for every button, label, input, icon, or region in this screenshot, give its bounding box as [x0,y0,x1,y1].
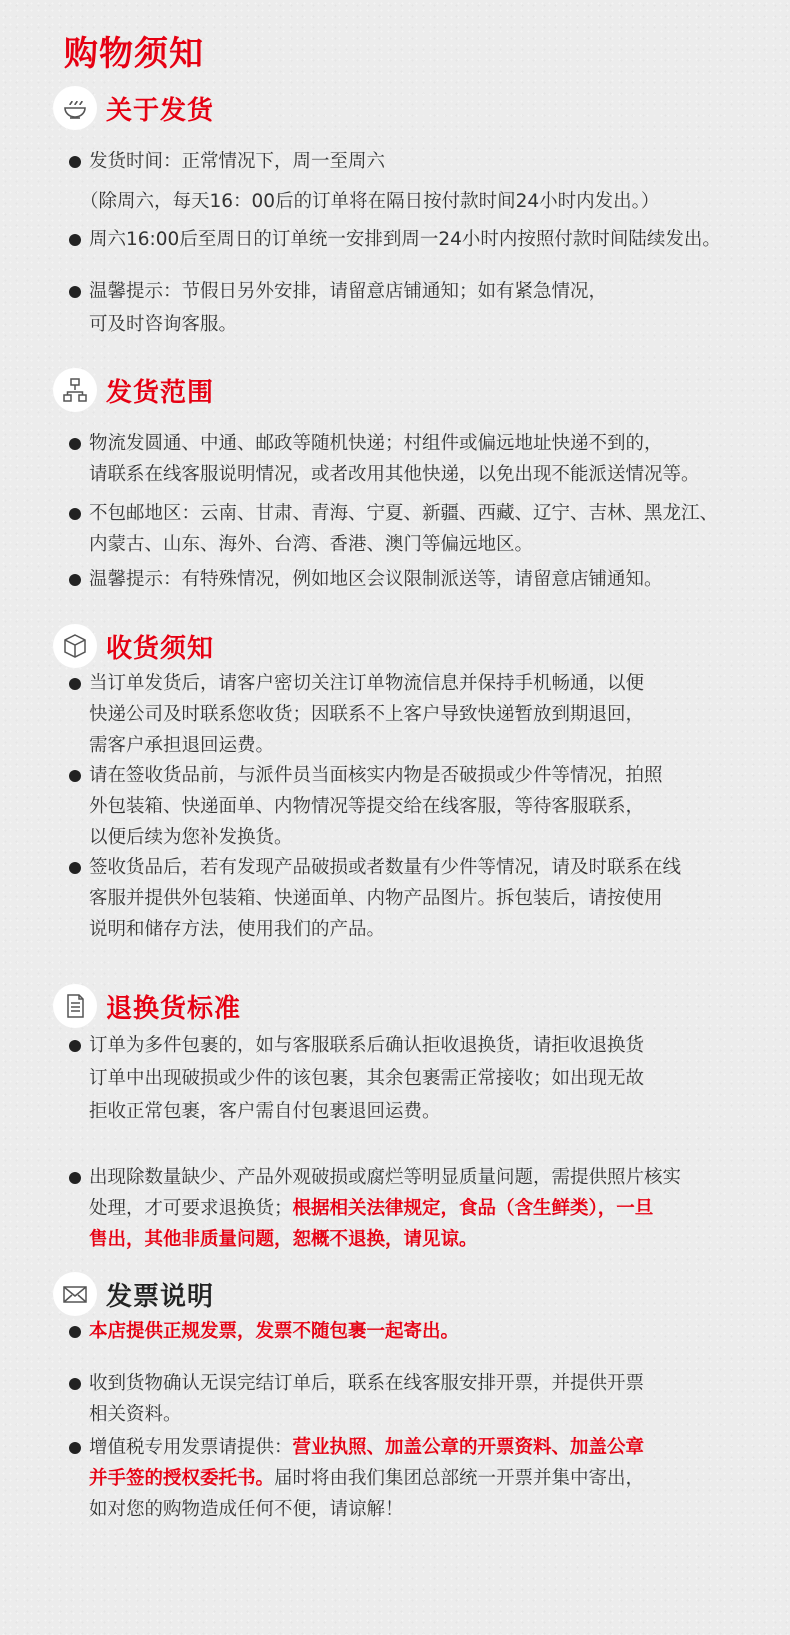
box-icon [53,624,97,668]
body-text: 客服并提供外包装箱、快递面单、内物产品图片。拆包装后，请按使用 [89,888,663,909]
section-title: 退换货标准 [106,994,242,1024]
bullet-dot [69,770,81,782]
item-line [89,1463,644,1494]
body-text: 物流发圆通、中通、邮政等随机快递；村组件或偏远地址快递不到的， [89,433,663,454]
item-line [89,1224,478,1255]
item-line [89,146,385,177]
section-header [0,1272,790,1320]
item-line [89,564,663,595]
item-line [89,1432,644,1463]
bullet-dot [69,156,81,168]
item-line [89,1063,644,1094]
section-header [0,86,790,134]
item-line [89,822,293,853]
body-text: 温馨提示：有特殊情况，例如地区会议限制派送等，请留意店铺通知。 [89,569,663,590]
body-text: 周六16:00后至周日的订单统一安排到周一24小时内按照付款时间陆续发出。 [89,229,721,250]
document-icon [53,984,97,1028]
item-line [89,760,663,791]
section-header [0,624,790,672]
body-text: 增值税专用发票请提供： [89,1437,293,1458]
body-text: 签收货品后，若有发现产品破损或者数量有少件等情况，请及时联系在线 [89,857,682,878]
section-header [0,368,790,416]
item-line [89,1494,404,1525]
section-title: 收货须知 [106,634,215,664]
body-text: 如对您的购物造成任何不便，请谅解！ [89,1499,404,1520]
body-text: （除周六，每天16：00后的订单将在隔日按付款时间24小时内发出。） [80,191,660,212]
item-line [89,309,237,340]
bullet-dot [69,508,81,520]
body-text: 可及时咨询客服。 [89,314,238,335]
item-line [89,1368,644,1399]
item-line [89,276,607,307]
item-line [89,428,663,459]
body-text: 请联系在线客服说明情况，或者改用其他快递，以免出现不能派送情况等。 [89,464,700,485]
item-line [89,852,681,883]
item-line [89,529,533,560]
body-text: 发货时间：正常情况下，周一至周六 [89,151,386,172]
item-line [89,914,385,945]
item-line [89,730,274,761]
network-icon [53,368,97,412]
section-title: 发货范围 [106,378,215,408]
body-text: 收到货物确认无误完结订单后，联系在线客服安排开票，并提供开票 [89,1373,645,1394]
section-title: 关于发货 [106,96,215,126]
bullet-dot [69,574,81,586]
page-title: 购物须知 [64,34,204,74]
item-line [89,1193,653,1224]
body-text: 外包装箱、快递面单、内物情况等提交给在线客服，等待客服联系， [89,796,645,817]
body-text: 订单中出现破损或少件的该包裹，其余包裹需正常接收；如出现无故 [89,1068,645,1089]
body-text: 订单为多件包裹的，如与客服联系后确认拒收退换货，请拒收退换货 [89,1035,645,1056]
body-text: 不包邮地区：云南、甘肃、青海、宁夏、新疆、西藏、辽宁、吉林、黑龙江、 [89,503,719,524]
bullet-dot [69,862,81,874]
bullet-dot [69,1326,81,1338]
body-text: 内蒙古、山东、海外、台湾、香港、澳门等偏远地区。 [89,534,534,555]
body-text: 当订单发货后，请客户密切关注订单物流信息并保持手机畅通，以便 [89,673,645,694]
body-text: 需客户承担退回运费。 [89,735,275,756]
bullet-dot [69,286,81,298]
section-4 [0,984,790,1250]
item-line [89,1030,644,1061]
bullet-dot [69,1378,81,1390]
section-3 [0,624,790,940]
highlight-text: 根据相关法律规定，食品（含生鲜类），一旦 [292,1198,654,1219]
bullet-dot [69,1040,81,1052]
item-line [89,699,644,730]
bullet-dot [69,678,81,690]
body-text: 拒收正常包裹，客户需自付包裹退回运费。 [89,1101,441,1122]
highlight-text: 售出，其他非质量问题，恕概不退换，请见谅。 [89,1229,478,1250]
bowl-icon [53,86,97,130]
item-line [89,1399,182,1430]
body-text: 说明和储存方法，使用我们的产品。 [89,919,386,940]
body-text: 温馨提示：节假日另外安排，请留意店铺通知；如有紧急情况， [89,281,608,302]
bullet-dot [69,234,81,246]
item-line [89,1316,459,1347]
body-text: 相关资料。 [89,1404,182,1425]
section-title: 发票说明 [106,1282,215,1312]
item-line [89,224,721,255]
item-line [89,883,663,914]
section-2 [0,368,790,590]
body-text: 以便后续为您补发换货。 [89,827,293,848]
bullet-dot [69,438,81,450]
item-line [89,498,718,529]
highlight-text: 营业执照、加盖公章的开票资料、加盖公章 [292,1437,645,1458]
body-text: 届时将由我们集团总部统一开票并集中寄出， [274,1468,645,1489]
item-line [89,668,644,699]
item-line [80,186,659,217]
body-text: 请在签收货品前，与派件员当面核实内物是否破损或少件等情况，拍照 [89,765,663,786]
item-line [89,791,644,822]
body-text: 出现除数量缺少、产品外观破损或腐烂等明显质量问题，需提供照片核实 [89,1167,682,1188]
section-1 [0,86,790,335]
body-text: 处理，才可要求退换货； [89,1198,293,1219]
item-line [89,1096,441,1127]
bullet-dot [69,1172,81,1184]
highlight-text: 并手签的授权委托书。 [89,1468,275,1489]
item-line [89,459,700,490]
highlight-text: 本店提供正规发票，发票不随包裹一起寄出。 [89,1321,460,1342]
section-header [0,984,790,1032]
body-text: 快递公司及时联系您收货；因联系不上客户导致快递暂放到期退回， [89,704,645,725]
item-line [89,1162,681,1193]
bullet-dot [69,1442,81,1454]
section-5 [0,1272,790,1520]
envelope-icon [53,1272,97,1316]
